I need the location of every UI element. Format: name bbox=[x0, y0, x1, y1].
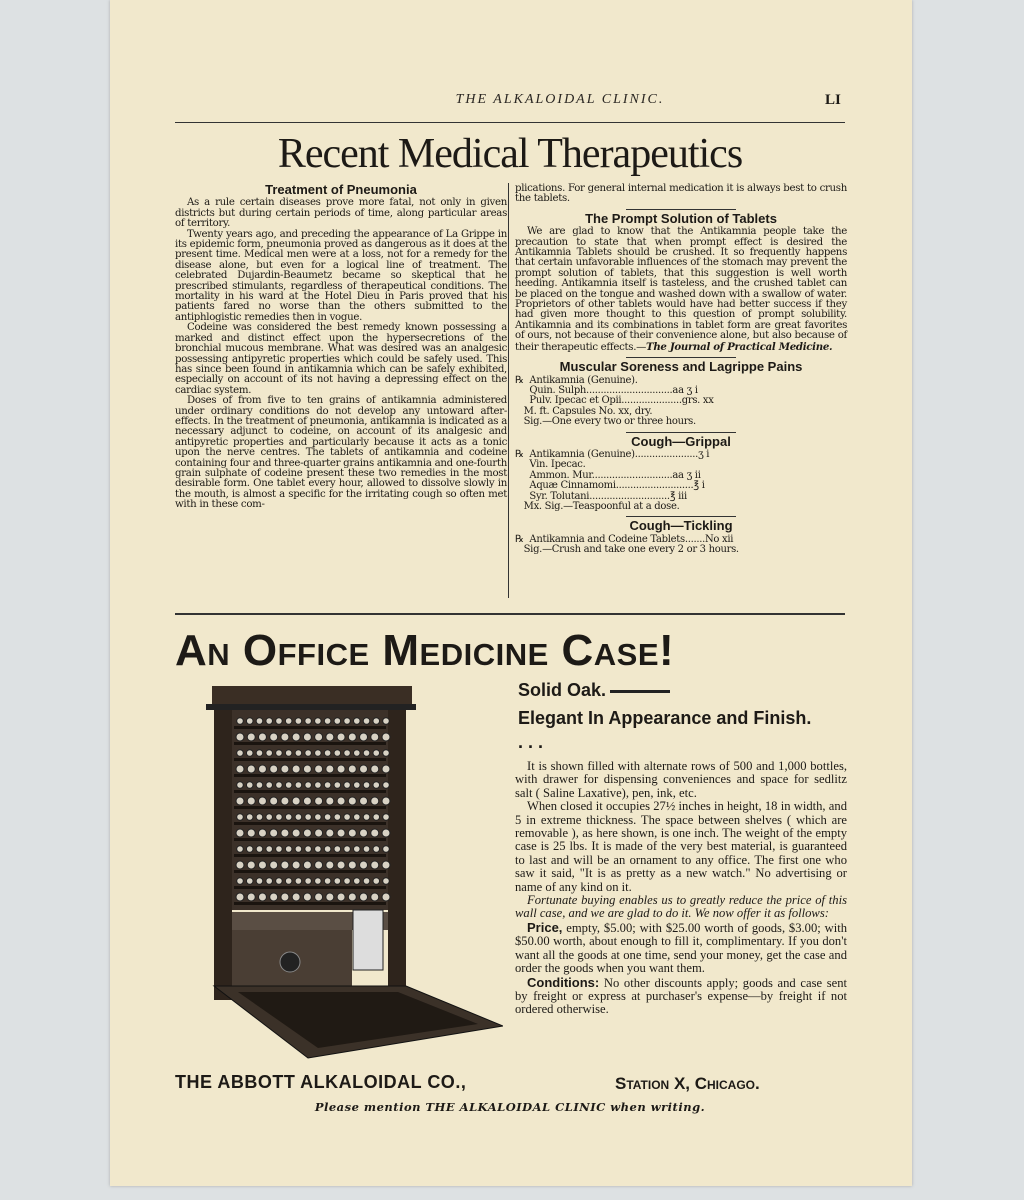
bottle bbox=[266, 878, 273, 885]
bottle bbox=[360, 797, 368, 805]
bottle bbox=[258, 733, 266, 741]
right-column bbox=[515, 184, 847, 556]
paragraph: Twenty years ago, and preceding the appearance of La Grippe in its epidemic form, pneumonia proved as dangerous as it does at the present time. Medical men were at a loss, not for a remedy for the disease alone, but even for a logical line of treatment. The celebrated Dujardin-Beaumetz became so skeptical that he prescribed stimulants, regardless of therapeutical conditions. The mortality in his ward at the Hotel Dieu in Paris proved that his patients fared no worse than the others submitted to the antiphlogistic remedies then in vogue. bbox=[175, 228, 507, 323]
bottle bbox=[382, 829, 390, 837]
bottle bbox=[258, 893, 266, 901]
bottle bbox=[258, 765, 266, 773]
bottle bbox=[315, 846, 322, 853]
bottle bbox=[354, 878, 361, 885]
rx3-heading: Cough—Tickling bbox=[629, 518, 733, 534]
bottle bbox=[236, 797, 244, 805]
bottle bbox=[348, 893, 356, 901]
bottle bbox=[373, 878, 380, 885]
ad-paragraph: It is shown filled with alternate rows of 500 and 1,000 bottles, with drawer for dispensing conveniences and space for sedlitz salt ( Saline Laxative), pen, ink, etc. bbox=[515, 759, 847, 800]
ad-subtitle-elegant: Elegant In Appearance and Finish. . . . bbox=[518, 708, 812, 752]
bottle bbox=[354, 846, 361, 853]
bottle bbox=[247, 797, 255, 805]
bottle bbox=[334, 782, 341, 789]
rx-line: Sig.—One every two or three hours. bbox=[515, 416, 696, 428]
bottle bbox=[383, 846, 390, 853]
left-column bbox=[175, 183, 507, 511]
bottle bbox=[236, 829, 244, 837]
solid-oak-text: Solid Oak. bbox=[518, 680, 607, 700]
rx-line: ℞ Antikamnia and Codeine Tablets.......No xii bbox=[515, 533, 734, 545]
bottle bbox=[326, 765, 334, 773]
bottle bbox=[382, 733, 390, 741]
continuation: plications. For general internal medication it is always best to crush the tablets. bbox=[515, 183, 847, 205]
bottle bbox=[281, 797, 289, 805]
bottle bbox=[324, 814, 331, 821]
ad-subtitle-solid-oak bbox=[518, 680, 670, 701]
bottle bbox=[281, 893, 289, 901]
bottle bbox=[292, 797, 300, 805]
shelf bbox=[234, 838, 386, 841]
ad-headline: An Office Medicine Case! bbox=[175, 626, 675, 675]
bottle bbox=[281, 861, 289, 869]
bottle bbox=[305, 718, 312, 725]
bottle bbox=[270, 893, 278, 901]
shelf bbox=[234, 854, 386, 857]
bottle bbox=[348, 733, 356, 741]
conditions-paragraph bbox=[515, 976, 847, 1017]
bottle bbox=[360, 861, 368, 869]
bottle bbox=[373, 846, 380, 853]
rx-line: Pulv. Ipecac et Opii.....................grs. xx bbox=[515, 395, 714, 407]
bottle bbox=[246, 718, 253, 725]
bottle bbox=[337, 861, 345, 869]
rx-line: M. ft. Capsules No. xx, dry. bbox=[515, 405, 653, 417]
shelf bbox=[234, 886, 386, 889]
bottle bbox=[295, 878, 302, 885]
bottle bbox=[285, 846, 292, 853]
bottle bbox=[276, 878, 283, 885]
bottle bbox=[383, 878, 390, 885]
bottle bbox=[383, 782, 390, 789]
running-head: THE ALKALOIDAL CLINIC. bbox=[455, 92, 665, 107]
bottle bbox=[270, 829, 278, 837]
bottle bbox=[276, 814, 283, 821]
rx2-heading: Cough—Grippal bbox=[631, 433, 731, 449]
bottle bbox=[295, 750, 302, 757]
bottle bbox=[236, 861, 244, 869]
bottle bbox=[256, 782, 263, 789]
bottle bbox=[334, 878, 341, 885]
bottle bbox=[305, 782, 312, 789]
bottle bbox=[373, 718, 380, 725]
company-address: Station X, Chicago. bbox=[615, 1074, 760, 1093]
bottle bbox=[266, 846, 273, 853]
bottle bbox=[256, 846, 263, 853]
bottle bbox=[285, 718, 292, 725]
bottle bbox=[348, 765, 356, 773]
bottle bbox=[266, 814, 273, 821]
bottle bbox=[247, 733, 255, 741]
divider bbox=[626, 209, 736, 210]
bottle bbox=[363, 846, 370, 853]
shelf bbox=[234, 902, 386, 905]
bottle bbox=[382, 893, 390, 901]
bottle bbox=[276, 846, 283, 853]
bottle bbox=[354, 814, 361, 821]
bottle bbox=[266, 782, 273, 789]
shelf bbox=[234, 774, 386, 777]
bottle bbox=[276, 782, 283, 789]
ad-body bbox=[515, 760, 847, 1017]
bottle bbox=[344, 846, 351, 853]
bottle bbox=[292, 893, 300, 901]
paragraph: Doses of from five to ten grains of antikamnia administered under ordinary conditions do not develop any untoward after-effects. In the treatment of pneumonia, antikamnia is indicated as a necessary adjunct to codeine, on account of its analgesic and antipyretic properties and particularly because it acts as a tonic upon the nerve centres. The tablets of antikamnia and codeine containing four and three-quarter grains antikamnia and one-fourth grain sulphate of codeine present these two remedies in the most desirable form. One tablet every hour, allowed to dissolve slowly in the mouth, is almost a specific for the irritating cough so often met with in these com- bbox=[175, 395, 507, 511]
bottle bbox=[348, 797, 356, 805]
bottle bbox=[344, 814, 351, 821]
bottle bbox=[258, 861, 266, 869]
shelf bbox=[234, 758, 386, 761]
bottle bbox=[315, 878, 322, 885]
bottle bbox=[373, 814, 380, 821]
header-rule bbox=[175, 122, 845, 123]
bottle bbox=[326, 829, 334, 837]
bottle bbox=[363, 782, 370, 789]
bottle bbox=[247, 861, 255, 869]
rx-line: Ammon. Mur............................aa ʒ ii bbox=[515, 469, 701, 481]
rx-line: ℞ Antikamnia (Genuine). bbox=[515, 374, 638, 386]
bottle bbox=[236, 765, 244, 773]
bottle bbox=[326, 893, 334, 901]
bottle bbox=[292, 861, 300, 869]
page-number: LI bbox=[825, 92, 841, 108]
bottle bbox=[303, 893, 311, 901]
conditions-text: No other discounts apply; goods and case sent by freight or express at purchaser's expense—by freight if not ordered otherwise. bbox=[515, 975, 847, 1017]
bottle bbox=[256, 878, 263, 885]
bottle bbox=[285, 814, 292, 821]
bottle bbox=[295, 846, 302, 853]
bottle bbox=[247, 765, 255, 773]
bottle bbox=[270, 861, 278, 869]
bottle bbox=[256, 750, 263, 757]
bottle bbox=[373, 750, 380, 757]
bottle bbox=[315, 829, 323, 837]
pneumonia-heading: Treatment of Pneumonia bbox=[265, 182, 417, 197]
medicine-case-illustration bbox=[198, 686, 503, 1066]
bottle bbox=[344, 782, 351, 789]
bottle bbox=[303, 829, 311, 837]
bottle bbox=[315, 718, 322, 725]
bottle bbox=[324, 750, 331, 757]
bottle bbox=[344, 750, 351, 757]
bottle bbox=[285, 782, 292, 789]
bottle bbox=[237, 814, 244, 821]
bottle bbox=[276, 718, 283, 725]
shelf bbox=[234, 790, 386, 793]
shelf bbox=[234, 806, 386, 809]
bottle bbox=[285, 750, 292, 757]
column-divider bbox=[508, 183, 509, 598]
prompt-heading: The Prompt Solution of Tablets bbox=[585, 210, 777, 226]
divider bbox=[626, 432, 736, 433]
bottle bbox=[237, 878, 244, 885]
shelf bbox=[234, 822, 386, 825]
bottle bbox=[266, 750, 273, 757]
bottle bbox=[270, 797, 278, 805]
bottle bbox=[305, 878, 312, 885]
bottle bbox=[305, 814, 312, 821]
paragraph: Codeine was considered the best remedy known possessing a marked and distinct effect upon the hypersecretions of the bronchial mucous membrane. What was desired was an analgesic possessing antipyretic properties which could be safely used. This has since been found in antikamnia which can be safely exhibited, especially on account of its not having a depressing effect on the cardiac system. bbox=[175, 322, 507, 396]
bottle bbox=[247, 829, 255, 837]
document-page bbox=[110, 0, 912, 1186]
shelf bbox=[234, 742, 386, 745]
bottle bbox=[256, 814, 263, 821]
bottle bbox=[303, 797, 311, 805]
ad-rule bbox=[175, 613, 845, 615]
mention-line: Please mention THE ALKALOIDAL CLINIC when writing. bbox=[314, 1100, 706, 1114]
decorative-dash bbox=[610, 690, 670, 693]
bottle bbox=[371, 765, 379, 773]
bottle bbox=[237, 750, 244, 757]
bottle bbox=[237, 718, 244, 725]
rx1-heading: Muscular Soreness and Lagrippe Pains bbox=[559, 359, 803, 375]
bottle bbox=[360, 829, 368, 837]
shelf bbox=[234, 870, 386, 873]
price-text: empty, $5.00; with $25.00 worth of goods, $3.00; with $50.00 worth, about enough to fill it, complimentary. If you don't want all the goods at one time, send your money, get the case and order the goods when you want them. bbox=[515, 920, 847, 976]
bottle bbox=[315, 861, 323, 869]
page-title: Recent Medical Therapeutics bbox=[277, 131, 743, 177]
shelf bbox=[234, 726, 386, 729]
bottle bbox=[285, 878, 292, 885]
bottle bbox=[246, 878, 253, 885]
bottle bbox=[354, 718, 361, 725]
bottle bbox=[371, 797, 379, 805]
bottle bbox=[348, 861, 356, 869]
bottle bbox=[337, 893, 345, 901]
bottle bbox=[337, 765, 345, 773]
rx-line: Vin. Ipecac. bbox=[515, 459, 586, 471]
bottle bbox=[303, 861, 311, 869]
rx-line: Quin. Sulph..............................aa ʒ i bbox=[515, 384, 698, 396]
bottle bbox=[237, 782, 244, 789]
bottle bbox=[236, 733, 244, 741]
bottle bbox=[256, 718, 263, 725]
bottle bbox=[292, 765, 300, 773]
paragraph: As a rule certain diseases prove more fatal, not only in given districts but during certain periods of time, along particular areas of territory. bbox=[175, 197, 507, 230]
bottle bbox=[354, 750, 361, 757]
rx-line: Sig.—Crush and take one every 2 or 3 hours. bbox=[515, 544, 739, 556]
bottle bbox=[354, 782, 361, 789]
bottle bbox=[315, 797, 323, 805]
bottle bbox=[324, 718, 331, 725]
bottle bbox=[371, 861, 379, 869]
ad-paragraph-italic: Fortunate buying enables us to greatly reduce the price of this wall case, and we are glad to do it. We now offer it as follows: bbox=[515, 893, 847, 921]
bottle bbox=[324, 878, 331, 885]
bottle bbox=[360, 733, 368, 741]
bottle bbox=[258, 829, 266, 837]
divider bbox=[626, 516, 736, 517]
price-paragraph bbox=[515, 921, 847, 976]
bottle bbox=[247, 893, 255, 901]
bottle bbox=[276, 750, 283, 757]
bottle bbox=[334, 750, 341, 757]
bottle bbox=[363, 878, 370, 885]
bottle bbox=[344, 718, 351, 725]
bottle bbox=[281, 765, 289, 773]
bottle bbox=[371, 829, 379, 837]
rx-line: Mx. Sig.—Teaspoonful at a dose. bbox=[515, 500, 680, 512]
bottle bbox=[236, 893, 244, 901]
bottle bbox=[303, 733, 311, 741]
bottle bbox=[295, 718, 302, 725]
bottle bbox=[305, 750, 312, 757]
bottle bbox=[360, 765, 368, 773]
price-label: Price, bbox=[527, 919, 563, 935]
bottle bbox=[295, 782, 302, 789]
bottle bbox=[270, 733, 278, 741]
bottle bbox=[315, 893, 323, 901]
bottle bbox=[360, 893, 368, 901]
bottle bbox=[266, 718, 273, 725]
bottle bbox=[326, 797, 334, 805]
conditions-label: Conditions: bbox=[527, 974, 600, 990]
bottle bbox=[246, 750, 253, 757]
bottle bbox=[348, 829, 356, 837]
bottle bbox=[383, 814, 390, 821]
bottle bbox=[373, 782, 380, 789]
bottle bbox=[292, 829, 300, 837]
bottle bbox=[303, 765, 311, 773]
rx-line: Aquæ Cinnamomi...........................℥ i bbox=[515, 480, 705, 492]
divider bbox=[626, 357, 736, 358]
bottle bbox=[337, 829, 345, 837]
bottle bbox=[270, 765, 278, 773]
bottle bbox=[326, 733, 334, 741]
bottle bbox=[246, 782, 253, 789]
bottle bbox=[371, 893, 379, 901]
bottle bbox=[324, 846, 331, 853]
bottle bbox=[258, 797, 266, 805]
bottle bbox=[382, 861, 390, 869]
bottle bbox=[281, 829, 289, 837]
bottle bbox=[363, 750, 370, 757]
bottle bbox=[246, 814, 253, 821]
bottle bbox=[337, 797, 345, 805]
bottle bbox=[315, 750, 322, 757]
bottle bbox=[246, 846, 253, 853]
bottle bbox=[371, 733, 379, 741]
prompt-source: The Journal of Practical Medicine. bbox=[646, 340, 833, 353]
bottle bbox=[334, 846, 341, 853]
bottle bbox=[383, 750, 390, 757]
bottle bbox=[315, 765, 323, 773]
bottle bbox=[315, 782, 322, 789]
ad-paragraph: When closed it occupies 27½ inches in height, 18 in width, and 5 in extreme thickness. The space between shelves ( which are removable ), as here shown, is one inch. The weight of the empty case is 25 lbs. It is made of the very best material, is guaranteed to last and will be an ornament to any office. The first one who saw it said, "It is as pretty as a new watch." No advertising or name of any kind on it. bbox=[515, 799, 847, 894]
prompt-text: We are glad to know that the Antikamnia people take the precaution to state that when prompt effect is desired the Antikamnia Tablets should be crushed. It so frequently happens that certain unfavorable influences of the stomach may prevent the prompt solution of tablets, that this suggestion is well worth heeding. Antikamnia itself is tasteless, and the crushed tablet can be placed on the tongue and washed down with a swallow of water. Proprietors of other tablets would have had better success if they had given more thought to this question of prompt solubility. Antikamnia and its combinations in tablet form are great favorites of ours, not because of their convenience alone, but also because of their therapeutic effects.— bbox=[515, 226, 847, 353]
bottle bbox=[383, 718, 390, 725]
bottle bbox=[334, 718, 341, 725]
bottle bbox=[305, 846, 312, 853]
bottle bbox=[315, 814, 322, 821]
bottle bbox=[237, 846, 244, 853]
bottle bbox=[382, 797, 390, 805]
prompt-paragraph bbox=[515, 227, 847, 353]
bottle bbox=[363, 718, 370, 725]
bottle bbox=[281, 733, 289, 741]
bottle bbox=[363, 814, 370, 821]
bottle bbox=[344, 878, 351, 885]
bottle bbox=[337, 733, 345, 741]
bottle bbox=[292, 733, 300, 741]
rx-line: ℞ Antikamnia (Genuine)......................ʒ i bbox=[515, 448, 710, 460]
bottle bbox=[326, 861, 334, 869]
bottle bbox=[382, 765, 390, 773]
company-name: THE ABBOTT ALKALOIDAL CO., bbox=[175, 1072, 467, 1092]
rx-line: Syr. Tolutani............................℥ iii bbox=[515, 490, 687, 502]
bottle bbox=[324, 782, 331, 789]
bottle bbox=[334, 814, 341, 821]
bottle bbox=[315, 733, 323, 741]
bottle bbox=[295, 814, 302, 821]
